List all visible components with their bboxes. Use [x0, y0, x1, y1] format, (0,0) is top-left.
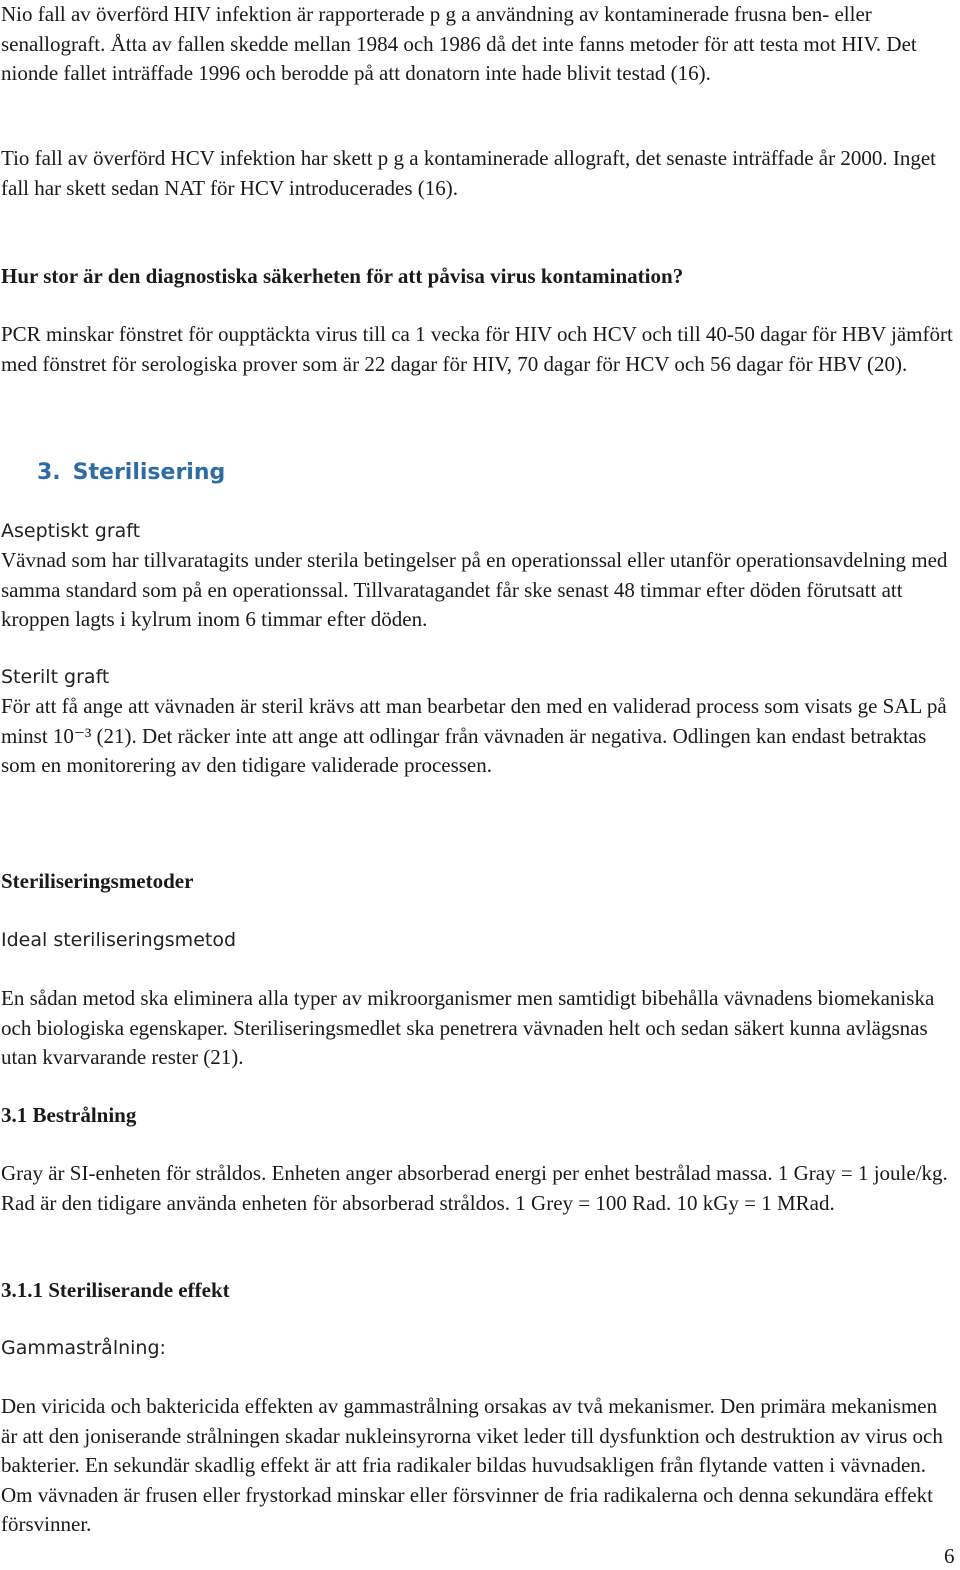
- heading-irradiation: 3.1 Bestrålning: [1, 1103, 137, 1127]
- label-gamma-radiation: Gammastrålning:: [1, 1337, 166, 1359]
- label-sterile-graft: Sterilt graft: [1, 666, 110, 688]
- paragraph-pcr-window: PCR minskar fönstret för oupptäckta virus till ca 1 vecka för HIV och HCV och till 40-50 dagar för HBV jämfört med fönstret för serologiska prover som är 22 dagar för HIV, 70 dagar för HCV och 56 dagar för HBV (20).: [1, 322, 953, 376]
- paragraph-sterile-graft: För att få ange att vävnaden är steril krävs att man bearbetar den med en validerad process som visats ge SAL på minst 10⁻³ (21). Det räcker inte att ange att odlingar från vävnaden är negativa. Odlingen kan endast betraktas som en monitorering av den tidigare validerade processen.: [1, 694, 947, 777]
- question-heading: Hur stor är den diagnostiska säkerheten för att påvisa virus kontamination?: [1, 264, 684, 288]
- paragraph-hcv-cases: Tio fall av överförd HCV infektion har skett p g a kontaminerade allograft, det senaste inträffade år 2000. Inget fall har skett sedan NAT för HCV introducerades (16).: [1, 146, 937, 200]
- paragraph-aseptic-graft: Vävnad som har tillvaratagits under sterila betingelser på en operationssal eller utanför operationsavdelning med samma standard som på en operationssal. Tillvaratagandet får ske senast 48 timmar efter döden förutsatt att kroppen lagts i kylrum inom 6 timmar efter döden.: [1, 548, 948, 631]
- label-aseptic-graft: Aseptiskt graft: [1, 520, 141, 542]
- heading-sterilizing-effect: 3.1.1 Steriliserande effekt: [1, 1278, 230, 1302]
- paragraph-gamma-effect: Den viricida och baktericida effekten av gammastrålning orsakas av två mekanismer. Den primära mekanismen är att den joniserande strålningen skadar nukleinsyrorna viket leder till dysfunktion och destruktion av virus och bakterier. En sekundär skadlig effekt är att fria radikaler bildas huvudsakligen från flytande vatten i vävnaden. Om vävnaden är frusen eller frystorkad minskar eller försvinner de fria radikalerna och denna sekundära effekt försvinner.: [1, 1394, 943, 1536]
- section-title: Sterilisering: [72, 460, 226, 485]
- paragraph-gray-unit: Gray är SI-enheten för stråldos. Enheten anger absorberad energi per enhet bestrålad massa. 1 Gray = 1 joule/kg. Rad är den tidigare använda enheten för absorberad stråldos. 1 Grey = 100 Rad. 10 kGy = 1 MRad.: [1, 1161, 948, 1215]
- page-number: 6: [944, 1544, 955, 1568]
- label-ideal-method: Ideal steriliseringsmetod: [1, 929, 237, 951]
- section-number: 3.: [37, 460, 61, 485]
- paragraph-ideal-method: En sådan metod ska eliminera alla typer av mikroorganismer men samtidigt bibehålla vävnadens biomekaniska och biologiska egenskaper. Steriliseringsmedlet ska penetrera vävnaden helt och sedan säkert kunna avlägsnas utan kvarvarande rester (21).: [1, 986, 935, 1069]
- section-heading-sterilisering: [37, 458, 637, 487]
- heading-sterilization-methods: Steriliseringsmetoder: [1, 869, 194, 893]
- paragraph-hiv-cases: Nio fall av överförd HIV infektion är rapporterade p g a användning av kontaminerade frusna ben- eller senallograft. Åtta av fallen skedde mellan 1984 och 1986 då det inte fanns metoder för att testa mot HIV. Det nionde fallet inträffade 1996 och berodde på att donatorn inte hade blivit testad (16).: [1, 2, 917, 85]
